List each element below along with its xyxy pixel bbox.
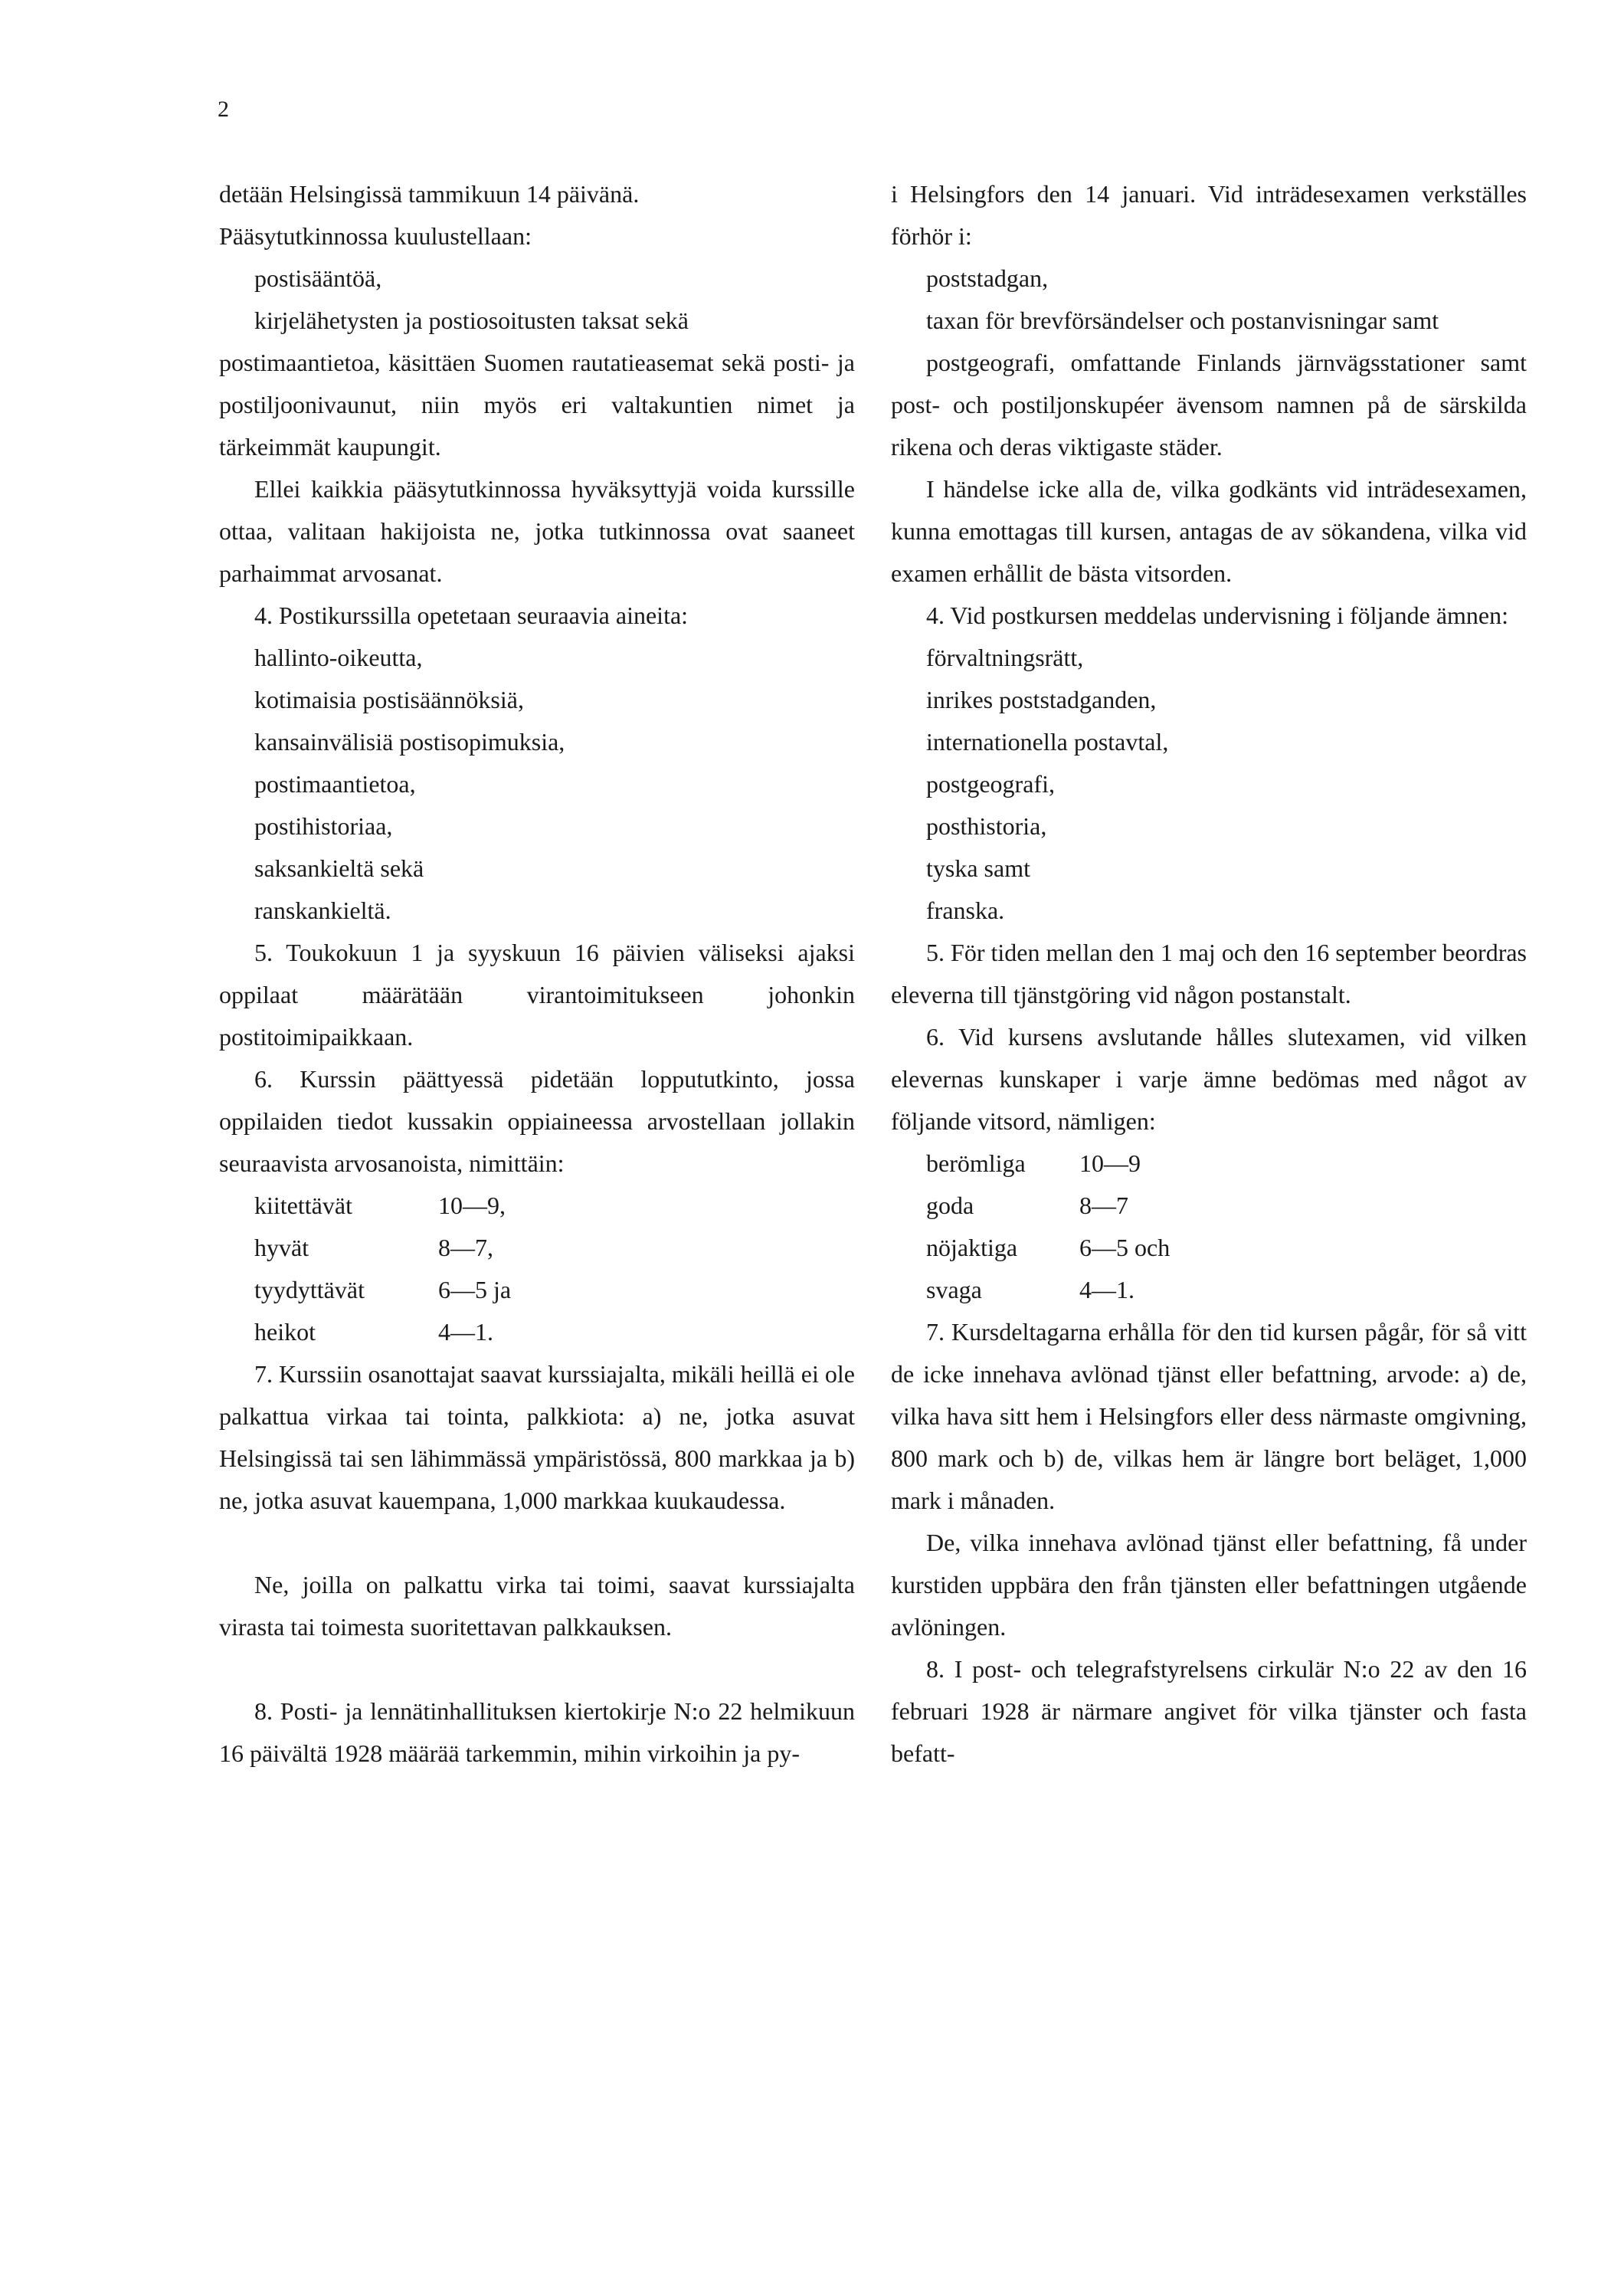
grade-name: kiitettävät: [254, 1192, 352, 1219]
finnish-exam-item: postisääntöä,: [254, 264, 382, 292]
finnish-column: [219, 173, 855, 1775]
swedish-salaried-paragraph: De, vilka innehava avlönad tjänst eller befattning, få under kurstiden uppbära den från tjänsten eller befattningen utgående avlöningen.: [891, 1529, 1527, 1641]
swedish-intro-paragraph: i Helsingfors den 14 januari. Vid inträdesexamen verkställes förhör i:: [891, 180, 1527, 250]
finnish-subjects-intro: 4. Postikurssilla opetetaan seuraavia aineita:: [254, 602, 689, 629]
finnish-grade-row: [219, 1185, 855, 1227]
finnish-salaried-paragraph: Ne, joilla on palkattu virka tai toimi, saavat kurssiajalta virasta tai toimesta suoritettavan palkkauksen.: [219, 1571, 855, 1641]
swedish-subject-item: inrikes poststadganden,: [926, 686, 1157, 713]
finnish-exam-item: postimaantietoa, käsittäen Suomen rautatieasemat sekä posti- ja postiljoonivaunut, niin myös eri valtakuntien nimet ja tärkeimmät kaupungit.: [219, 349, 855, 461]
finnish-subject-item: hallinto-oikeutta,: [254, 644, 423, 671]
swedish-subject-item: franska.: [926, 897, 1005, 924]
finnish-subject-item: ranskankieltä.: [254, 897, 391, 924]
paragraph-gap: [219, 1648, 855, 1690]
swedish-paragraph-6: 6. Vid kursens avslutande hålles slutexamen, vid vilken elevernas kunskaper i varje ämne bedömas med något av följande vitsord, nämligen:: [891, 1023, 1527, 1135]
grade-range: 4—1.: [1079, 1276, 1135, 1303]
swedish-grade-row: [891, 1142, 1527, 1185]
grade-name: svaga: [926, 1276, 982, 1303]
grade-name: goda: [926, 1192, 974, 1219]
grade-name: heikot: [254, 1318, 316, 1346]
grade-range: 6—5 ja: [438, 1276, 512, 1303]
finnish-paragraph-7: 7. Kurssiin osanottajat saavat kurssiajalta, mikäli heillä ei ole palkattua virkaa tai tointa, palkkiota: a) ne, jotka asuvat Helsingissä tai sen lähimmässä ympäristössä, 800 markkaa ja b) ne, jotka asuvat kauempana, 1,000 markkaa kuukaudessa.: [219, 1360, 855, 1514]
swedish-grade-row: [891, 1185, 1527, 1227]
finnish-intro-line: detään Helsingissä tammikuun 14 päivänä.: [219, 180, 640, 208]
finnish-paragraph-8: 8. Posti- ja lennätinhallituksen kiertokirje N:o 22 helmikuun 16 päivältä 1928 määrää tarkemmin, mihin virkoihin ja py-: [219, 1697, 855, 1767]
swedish-paragraph-5: 5. För tiden mellan den 1 maj och den 16 september beordras eleverna till tjänstgöring vid någon postanstalt.: [891, 939, 1527, 1008]
page-number: 2: [218, 97, 229, 122]
swedish-grade-row: [891, 1227, 1527, 1269]
grade-range: 10—9,: [438, 1192, 506, 1219]
swedish-exam-item: taxan för brevförsändelser och postanvisningar samt: [926, 307, 1439, 334]
finnish-subject-item: kansainvälisiä postisopimuksia,: [254, 728, 565, 756]
finnish-subject-item: postimaantietoa,: [254, 770, 416, 798]
swedish-admission-paragraph: I händelse icke alla de, vilka godkänts vid inträdesexamen, kunna emottagas till kursen, antagas de av sökandena, vilka vid examen erhållit de bästa vitsorden.: [891, 475, 1527, 587]
grade-name: hyvät: [254, 1234, 309, 1261]
finnish-grade-row: [219, 1227, 855, 1269]
finnish-exam-heading: Pääsytutkinnossa kuulustellaan:: [219, 222, 532, 250]
grade-name: nöjaktiga: [926, 1234, 1018, 1261]
swedish-subject-item: tyska samt: [926, 854, 1030, 882]
swedish-subject-item: förvaltningsrätt,: [926, 644, 1084, 671]
finnish-subject-item: saksankieltä sekä: [254, 854, 424, 882]
grade-range: 10—9: [1079, 1149, 1141, 1177]
finnish-grade-row: [219, 1311, 855, 1353]
swedish-subject-item: posthistoria,: [926, 812, 1047, 840]
finnish-paragraph-5: 5. Toukokuun 1 ja syyskuun 16 päivien väliseksi ajaksi oppilaat määrätään virantoimitukseen johonkin postitoimipaikkaan.: [219, 939, 855, 1051]
grade-range: 8—7,: [438, 1234, 493, 1261]
grade-range: 8—7: [1079, 1192, 1128, 1219]
grade-range: 4—1.: [438, 1318, 493, 1346]
swedish-paragraph-8: 8. I post- och telegrafstyrelsens cirkulär N:o 22 av den 16 februari 1928 är närmare angivet för vilka tjänster och fasta befatt-: [891, 1655, 1527, 1767]
swedish-grade-row: [891, 1269, 1527, 1311]
finnish-exam-item: kirjelähetysten ja postiosoitusten taksat sekä: [254, 307, 689, 334]
swedish-subject-item: internationella postavtal,: [926, 728, 1169, 756]
grade-range: 6—5 och: [1079, 1234, 1171, 1261]
swedish-exam-item: poststadgan,: [926, 264, 1049, 292]
swedish-paragraph-7: 7. Kursdeltagarna erhålla för den tid kursen pågår, för så vitt de icke innehava avlönad tjänst eller befattning, arvode: a) de, vilka hava sitt hem i Helsingfors eller dess närmaste omgivning, 800 mark och b) de, vilkas hem är längre bort beläget, 1,000 mark i månaden.: [891, 1318, 1527, 1514]
finnish-paragraph-6: 6. Kurssin päättyessä pidetään loppututkinto, jossa oppilaiden tiedot kussakin oppiaineessa arvostellaan jollakin seuraavista arvosanoista, nimittäin:: [219, 1065, 855, 1177]
grade-name: berömliga: [926, 1149, 1026, 1177]
finnish-subject-item: kotimaisia postisäännöksiä,: [254, 686, 524, 713]
swedish-exam-item: postgeografi, omfattande Finlands järnvägsstationer samt post- och postiljonskupéer ävensom namnen på de särskilda rikena och deras viktigaste städer.: [891, 349, 1527, 461]
grade-name: tyydyttävät: [254, 1276, 365, 1303]
swedish-subjects-intro: 4. Vid postkursen meddelas undervisning i följande ämnen:: [926, 602, 1509, 629]
paragraph-gap: [219, 1522, 855, 1564]
finnish-grade-row: [219, 1269, 855, 1311]
swedish-subject-item: postgeografi,: [926, 770, 1055, 798]
finnish-subject-item: postihistoriaa,: [254, 812, 393, 840]
finnish-admission-paragraph: Ellei kaikkia pääsytutkinnossa hyväksyttyjä voida kurssille ottaa, valitaan hakijoista ne, jotka tutkinnossa ovat saaneet parhaimmat arvosanat.: [219, 475, 855, 587]
swedish-column: [891, 173, 1527, 1775]
